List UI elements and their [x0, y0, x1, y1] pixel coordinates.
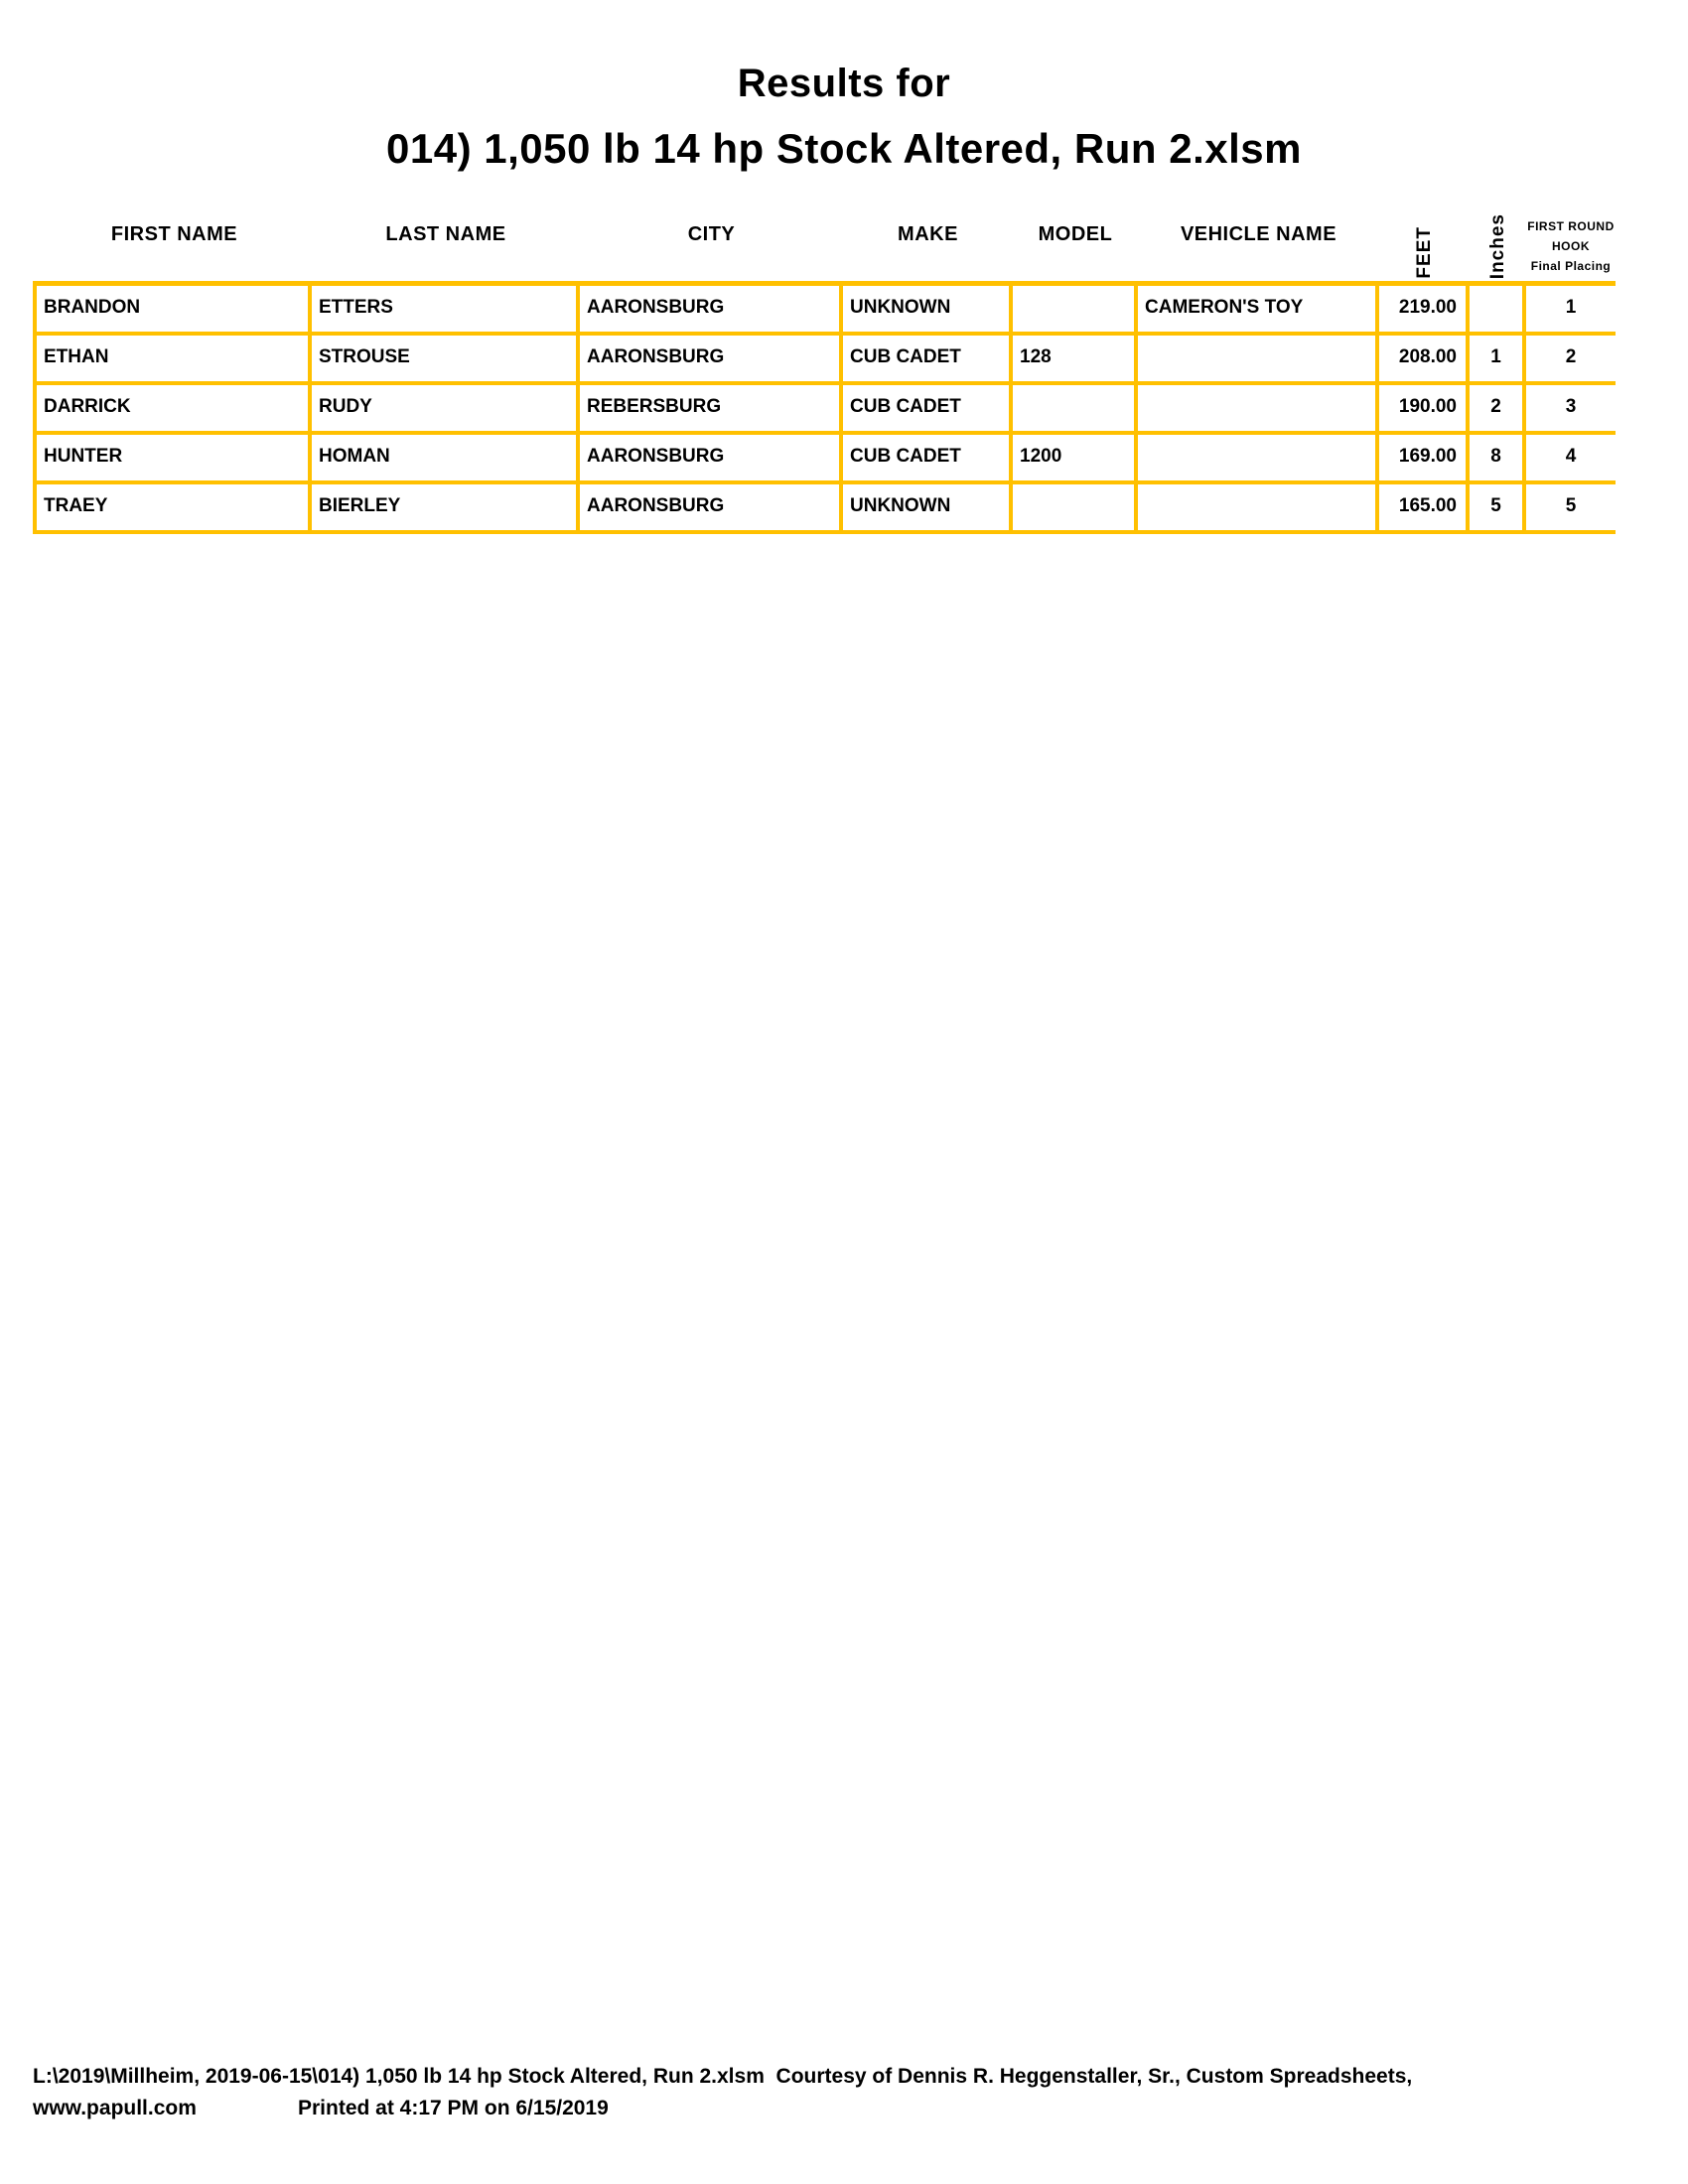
column-header-feet [1379, 189, 1470, 281]
column-header-last-name: LAST NAME [385, 223, 506, 245]
cell-first-name: BRANDON [37, 286, 312, 336]
cell-inches: 1 [1470, 336, 1526, 385]
hook-header-line3: Final Placing [1530, 259, 1612, 273]
cell-make: UNKNOWN [843, 484, 1013, 534]
results-table [33, 281, 1616, 534]
column-header-model: MODEL [1038, 223, 1113, 245]
cell-first-name: HUNTER [37, 435, 312, 484]
cell-last-name: ETTERS [312, 286, 580, 336]
cell-first-name: DARRICK [37, 385, 312, 435]
cell-city: AARONSBURG [580, 484, 843, 534]
cell-make: CUB CADET [843, 336, 1013, 385]
cell-model: 1200 [1013, 435, 1138, 484]
cell-inches: 2 [1470, 385, 1526, 435]
cell-feet: 190.00 [1379, 385, 1470, 435]
column-header-make: MAKE [898, 223, 958, 245]
cell-last-name: HOMAN [312, 435, 580, 484]
page-subtitle: 014) 1,050 lb 14 hp Stock Altered, Run 2.xlsm [386, 125, 1302, 172]
cell-city: AARONSBURG [580, 336, 843, 385]
cell-feet: 208.00 [1379, 336, 1470, 385]
cell-final-placing: 2 [1526, 336, 1616, 385]
cell-final-placing: 1 [1526, 286, 1616, 336]
cell-first-name: TRAEY [37, 484, 312, 534]
cell-final-placing: 5 [1526, 484, 1616, 534]
cell-feet: 165.00 [1379, 484, 1470, 534]
cell-model [1013, 484, 1138, 534]
column-header-inches [1470, 189, 1526, 281]
cell-city: AARONSBURG [580, 435, 843, 484]
cell-vehicle-name [1138, 484, 1379, 534]
cell-feet: 219.00 [1379, 286, 1470, 336]
cell-inches: 8 [1470, 435, 1526, 484]
cell-vehicle-name [1138, 336, 1379, 385]
cell-inches [1470, 286, 1526, 336]
cell-inches: 5 [1470, 484, 1526, 534]
cell-model: 128 [1013, 336, 1138, 385]
cell-last-name: RUDY [312, 385, 580, 435]
cell-vehicle-name: CAMERON'S TOY [1138, 286, 1379, 336]
cell-make: CUB CADET [843, 385, 1013, 435]
feet-vertical-label: FEET [1414, 226, 1435, 279]
cell-make: UNKNOWN [843, 286, 1013, 336]
hook-header-line2: HOOK [1552, 239, 1590, 253]
column-header-final-placing [1526, 189, 1616, 281]
cell-vehicle-name [1138, 385, 1379, 435]
cell-last-name: BIERLEY [312, 484, 580, 534]
cell-final-placing: 4 [1526, 435, 1616, 484]
cell-model [1013, 286, 1138, 336]
cell-city: AARONSBURG [580, 286, 843, 336]
cell-last-name: STROUSE [312, 336, 580, 385]
column-header-city: CITY [687, 223, 736, 245]
cell-first-name: ETHAN [37, 336, 312, 385]
cell-final-placing: 3 [1526, 385, 1616, 435]
cell-feet: 169.00 [1379, 435, 1470, 484]
cell-vehicle-name [1138, 435, 1379, 484]
cell-city: REBERSBURG [580, 385, 843, 435]
table-header-row [37, 189, 1616, 281]
column-header-first-name: FIRST NAME [110, 223, 238, 245]
footer-printed-timestamp: Printed at 4:17 PM on 6/15/2019 [298, 2097, 609, 2119]
footer-file-path: L:\2019\Millheim, 2019-06-15\014) 1,050 lb 14 hp Stock Altered, Run 2.xlsm Courtesy of Dennis R. Heggenstaller, Sr., Custom Spreadsheets, [33, 2065, 1413, 2088]
cell-make: CUB CADET [843, 435, 1013, 484]
page-title: Results for [737, 62, 951, 105]
inches-vertical-label: Inches [1487, 212, 1508, 279]
column-header-vehicle-name: VEHICLE NAME [1180, 223, 1337, 245]
cell-model [1013, 385, 1138, 435]
footer-website: www.papull.com [33, 2097, 197, 2119]
hook-header-line1: FIRST ROUND [1527, 219, 1615, 233]
